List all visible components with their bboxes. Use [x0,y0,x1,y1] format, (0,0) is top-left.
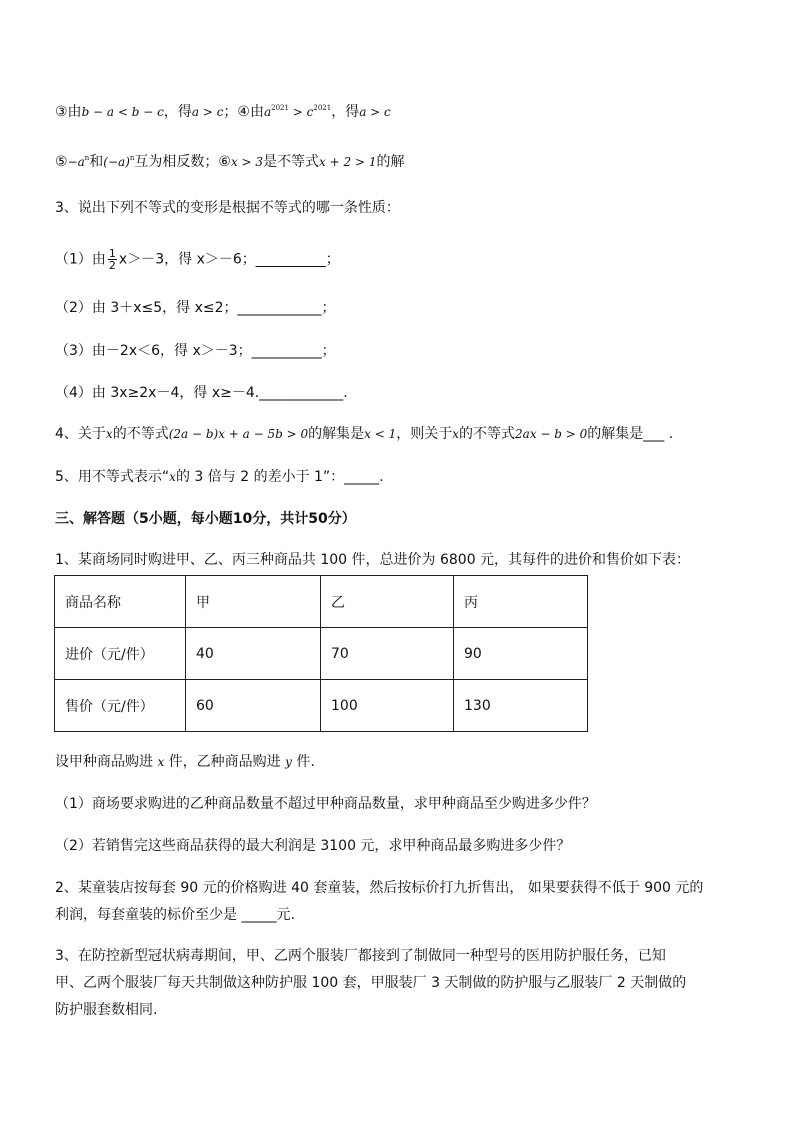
statement-3-4 [55,98,391,122]
price-table [54,575,588,732]
math: a > c [191,105,224,119]
text: ，得 [163,104,192,120]
math: 2ax − b > 0 [515,427,588,441]
problem-2-line-2: 利润，每套童装的标价至少是 _____元. [55,907,295,923]
table-cell: 100 [321,680,454,732]
math: a [263,105,272,119]
question-3-title: 3、说出下列不等式的变形是根据不等式的哪一条性质： [55,200,400,216]
question-4 [55,424,673,444]
text: x＞－3，得 x＞－6；__________； [118,251,340,268]
math-exponent: 2021 [313,104,332,112]
problem-1-text: 1、某商场同时购进甲、乙、丙三种商品共 100 件，总进价为 6800 元，其每件的进价和售价如下表： [55,552,691,568]
text: 件，乙种商品购进 [164,754,286,770]
problem-1-part-2: （2）若销售完这些商品获得的最大利润是 3100 元，求甲种商品最多购进多少件？ [55,838,571,854]
question-5 [55,467,384,487]
problem-3-line-3: 防护服套数相同. [55,1002,158,1018]
math: −a [67,155,85,169]
section-3-heading: 三、解答题（5小题，每小题10分，共计50分） [55,511,356,527]
text: 的解集是 [308,426,365,442]
table-cell: 90 [454,628,588,680]
text: 件. [291,754,315,770]
text: ；④由 [223,104,264,120]
problem-2-line-1: 2、某童装店按每套 90 元的价格购进 40 套童装，然后按标价打九折售出， 如果要获得不低于 900 元的 [55,880,704,896]
question-3-1 [55,248,340,271]
math-exponent: 2021 [271,104,289,112]
problem-1-setup [55,752,315,772]
math: (2a − b)x + a − 5b > 0 [168,427,309,441]
fraction-numerator: 1 [108,247,116,260]
question-3-3: （3）由－2x＜6，得 x＞－3；__________； [55,343,336,359]
math-exponent: n [129,154,135,162]
math: x [452,427,460,441]
text: 设甲种商品购进 [55,754,158,770]
table-cell: 售价（元/件） [55,680,186,732]
text: 是不等式 [263,154,320,170]
math: x < 1 [364,427,397,441]
math-exponent: n [84,154,90,162]
text: ，得 [331,104,360,120]
text: 的不等式 [459,426,516,442]
question-3-4: （4）由 3x≥2x－4，得 x≥－4.____________. [55,385,348,401]
text: 互为相反数；⑥ [134,154,231,170]
table-cell: 40 [186,628,321,680]
question-3-2: （2）由 3＋x≤5，得 x≤2；____________； [55,300,336,316]
text: 的解集是___ . [587,426,674,442]
table-cell: 商品名称 [55,576,186,628]
math: x [169,470,176,484]
math: x > 3 [230,155,264,169]
text: 的不等式 [112,426,169,442]
table-cell: 70 [321,628,454,680]
fraction-denominator: 2 [108,259,116,272]
text: ⑤ [55,154,68,170]
table-cell: 130 [454,680,588,732]
math: x [157,755,165,769]
table-cell: 甲 [186,576,321,628]
math: y [285,755,292,769]
problem-1-part-1: （1）商场要求购进的乙种商品数量不超过甲种商品数量，求甲种商品至少购进多少件？ [55,796,596,812]
text: ，则关于 [396,426,453,442]
text: （1）由 [55,251,106,268]
math: x [105,427,113,441]
text: ③由 [55,104,82,120]
problem-3-line-1: 3、在防控新型冠状病毒期间，甲、乙两个服装厂都接到了制做同一种型号的医用防护服任务，已知 [55,948,666,964]
text: 4、关于 [55,426,106,442]
math: (−a) [103,155,130,169]
problem-3-line-2: 甲、乙两个服装厂每天共制做这种防护服 100 套，甲服装厂 3 天制做的防护服与乙服装厂 2 天制做的 [55,975,687,991]
table-header-row [55,576,588,628]
table-cell: 进价（元/件） [55,628,186,680]
table-cell: 乙 [321,576,454,628]
math: > c [288,105,314,119]
math: a > c [359,105,391,119]
math: b − a < b − c [81,105,164,119]
table-row [55,628,588,680]
table-cell: 60 [186,680,321,732]
math: x + 2 > 1 [319,155,377,169]
text: 5、用不等式表示“ [55,469,170,485]
text: 和 [89,154,104,170]
table-cell: 丙 [454,576,588,628]
text: 的 3 倍与 2 的差小于 1”：_____. [175,469,384,485]
fraction [108,248,117,271]
table-row [55,680,588,732]
statement-5-6 [55,148,404,172]
text: 的解 [376,154,405,170]
